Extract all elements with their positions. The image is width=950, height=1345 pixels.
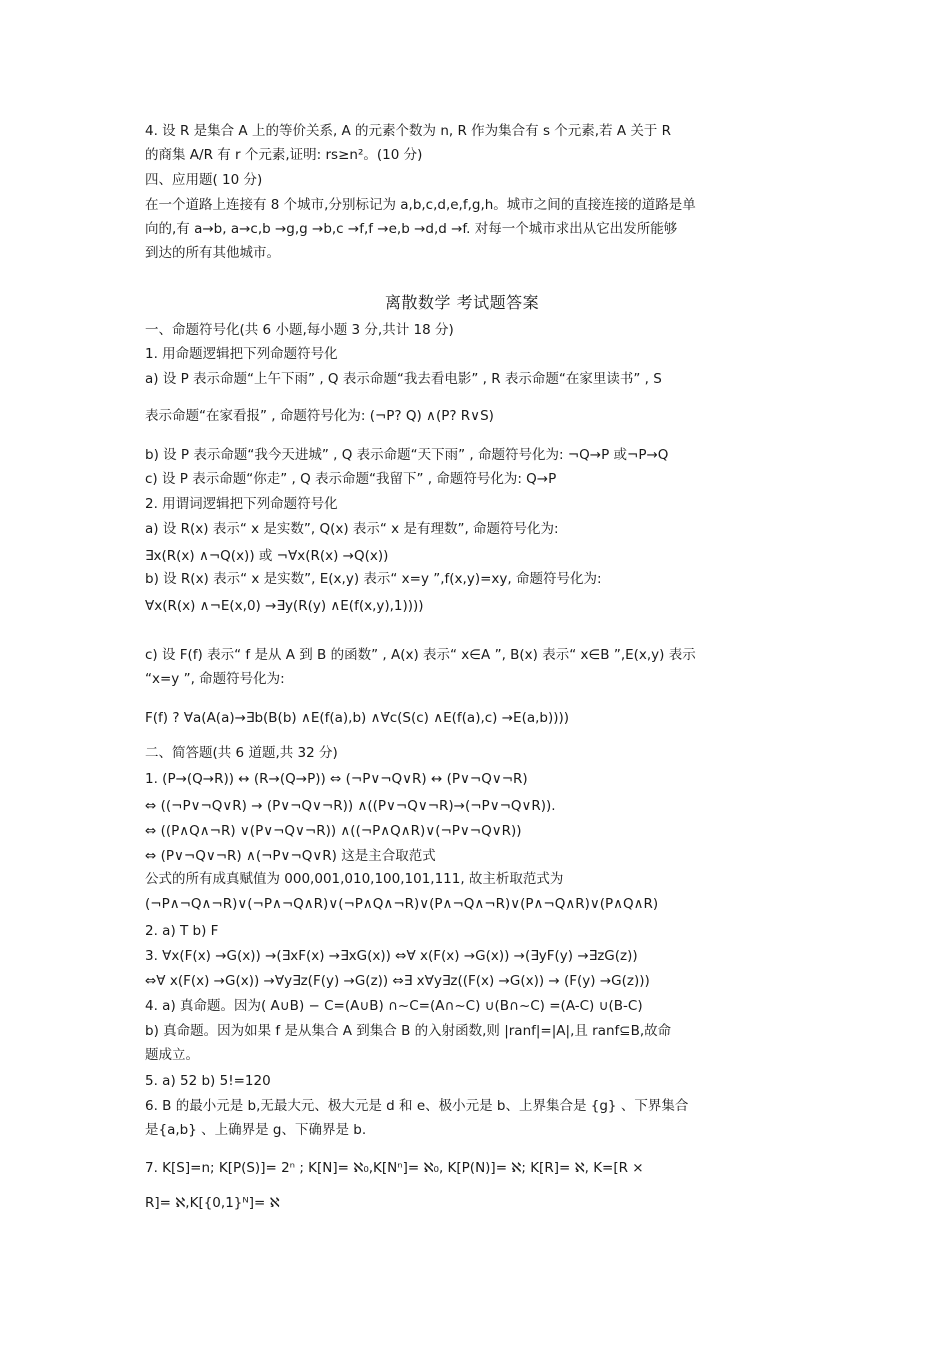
answer-title: 离散数学 考试题答案 (385, 293, 540, 312)
answer-2-5: 5. a) 52 b) 5!=120 (145, 1073, 271, 1089)
answer-1-1c: c) 设 P 表示命题“你走” , Q 表示命题“我留下” , 命题符号化为: Q→P (145, 471, 557, 487)
answer-2-3-line-1: 3. ∀x(F(x) →G(x)) →(∃xF(x) →∃xG(x)) ⇔∀ x(F(x) →G(x)) →(∃yF(y) →∃zG(z)) (145, 948, 638, 964)
answer-section-1-heading: 一、命题符号化(共 6 小题,每小题 3 分,共计 18 分) (145, 322, 454, 338)
answer-1-1a-line-1: a) 设 P 表示命题“上午下雨” , Q 表示命题“我去看电影” , R 表示命题“在家里读书” , S (145, 371, 662, 387)
answer-section-2-heading: 二、简答题(共 6 道题,共 32 分) (145, 745, 338, 761)
answer-2-4-line-2: b) 真命题。因为如果 f 是从集合 A 到集合 B 的入射函数,则 |ranf|=|A|,且 ranf⊆B,故命 (145, 1023, 672, 1039)
answer-1-2b-line-2: ∀x(R(x) ∧¬E(x,0) →∃y(R(y) ∧E(f(x,y),1)))) (145, 598, 424, 614)
answer-2-2: 2. a) T b) F (145, 923, 219, 939)
section-4-heading: 四、应用题( 10 分) (145, 172, 263, 188)
answer-2-6-line-2: 是{a,b} 、上确界是 g、下确界是 b. (145, 1122, 367, 1138)
answer-2-1-line-2: ⇔ ((¬P∨¬Q∨R) → (P∨¬Q∨¬R)) ∧((P∨¬Q∨¬R)→(¬P∨¬Q∨R)). (145, 798, 556, 814)
application-line-2: 向的,有 a→b, a→c,b →g,g →b,c →f,f →e,b →d,d →f. 对每一个城市求出从它出发所能够 (145, 221, 678, 237)
answer-1-2c-line-3: F(f) ? ∀a(A(a)→∃b(B(b) ∧E(f(a),b) ∧∀c(S(c) ∧E(f(a),c) →E(a,b)))) (145, 710, 570, 726)
answer-2-4-line-1: 4. a) 真命题。因为( A∪B) − C=(A∪B) ∩~C=(A∩~C) ∪(B∩~C) =(A-C) ∪(B-C) (145, 998, 643, 1014)
question-4-line-1: 4. 设 R 是集合 A 上的等价关系, A 的元素个数为 n, R 作为集合有 s 个元素,若 A 关于 R (145, 123, 672, 139)
answer-1-2c-line-1: c) 设 F(f) 表示“ f 是从 A 到 B 的函数” , A(x) 表示“ x∈A ”, B(x) 表示“ x∈B ”,E(x,y) 表示 (145, 647, 696, 663)
application-line-3: 到达的所有其他城市。 (145, 245, 280, 261)
answer-2-3-line-2: ⇔∀ x(F(x) →G(x)) →∀y∃z(F(y) →G(z)) ⇔∃ x∀y∃z((F(x) →G(x)) → (F(y) →G(z))) (145, 973, 650, 989)
answer-2-4-line-3: 题成立。 (145, 1047, 199, 1063)
answer-1-2: 2. 用谓词逻辑把下列命题符号化 (145, 496, 338, 512)
answer-1-1b: b) 设 P 表示命题“我今天进城” , Q 表示命题“天下雨” , 命题符号化为: ¬Q→P 或¬P→Q (145, 447, 669, 463)
answer-1-2a-line-2: ∃x(R(x) ∧¬Q(x)) 或 ¬∀x(R(x) →Q(x)) (145, 548, 389, 564)
answer-2-1-line-5: 公式的所有成真赋值为 000,001,010,100,101,111, 故主析取范式为 (145, 871, 564, 887)
answer-2-6-line-1: 6. B 的最小元是 b,无最大元、极大元是 d 和 e、极小元是 b、上界集合是 {g} 、下界集合 (145, 1098, 689, 1114)
question-4-line-2: 的商集 A/R 有 r 个元素,证明: rs≥n²。(10 分) (145, 147, 423, 163)
answer-2-1-line-3: ⇔ ((P∧Q∧¬R) ∨(P∨¬Q∨¬R)) ∧((¬P∧Q∧R)∨(¬P∨¬Q∨R)) (145, 823, 522, 839)
answer-1-2b-line-1: b) 设 R(x) 表示“ x 是实数”, E(x,y) 表示“ x=y ”,f(x,y)=xy, 命题符号化为: (145, 571, 602, 587)
answer-1-1: 1. 用命题逻辑把下列命题符号化 (145, 346, 338, 362)
answer-2-1-line-6: (¬P∧¬Q∧¬R)∨(¬P∧¬Q∧R)∨(¬P∧Q∧¬R)∨(P∧¬Q∧¬R)∨(P∧¬Q∧R)∨(P∧Q∧R) (145, 896, 659, 912)
answer-2-7-line-2: R]= ℵ,K[{0,1}ᴺ]= ℵ (145, 1195, 280, 1211)
answer-2-1-line-4: ⇔ (P∨¬Q∨¬R) ∧(¬P∨¬Q∨R) 这是主合取范式 (145, 848, 436, 864)
answer-1-1a-line-2: 表示命题“在家看报” , 命题符号化为: (¬P? Q) ∧(P? R∨S) (145, 408, 494, 424)
answer-2-1-line-1: 1. (P→(Q→R)) ↔ (R→(Q→P)) ⇔ (¬P∨¬Q∨R) ↔ (P∨¬Q∨¬R) (145, 771, 528, 787)
answer-2-7-line-1: 7. K[S]=n; K[P(S)]= 2ⁿ ; K[N]= ℵ₀,K[Nⁿ]= ℵ₀, K[P(N)]= ℵ; K[R]= ℵ, K=[R × (145, 1160, 644, 1176)
application-line-1: 在一个道路上连接有 8 个城市,分别标记为 a,b,c,d,e,f,g,h。城市之间的直接连接的道路是单 (145, 197, 696, 213)
answer-1-2c-line-2: “x=y ”, 命题符号化为: (145, 671, 285, 687)
answer-1-2a-line-1: a) 设 R(x) 表示“ x 是实数”, Q(x) 表示“ x 是有理数”, 命题符号化为: (145, 521, 559, 537)
